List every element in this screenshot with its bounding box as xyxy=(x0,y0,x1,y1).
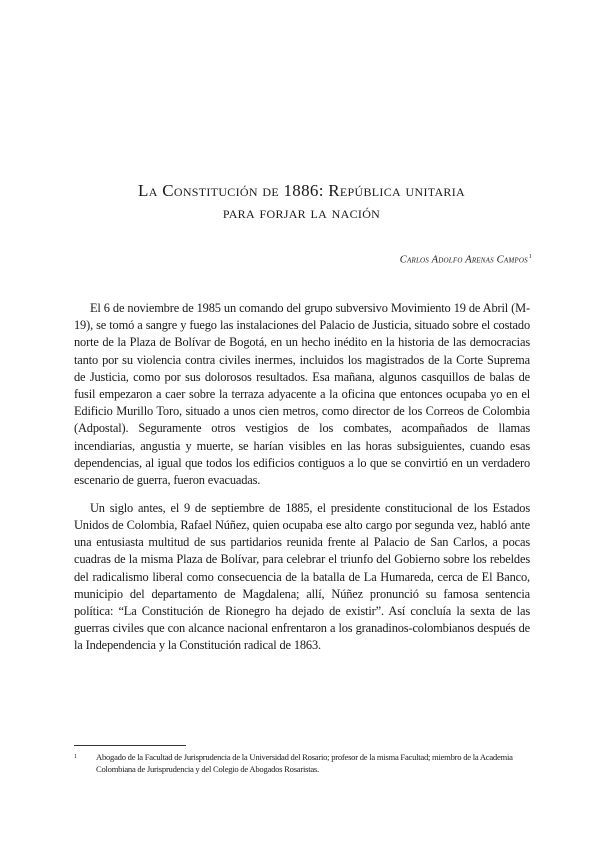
footnote-mark: 1 xyxy=(74,754,77,760)
author-byline xyxy=(400,254,532,266)
chapter-title-line-1: La Constitución de 1886: República unitaria xyxy=(138,181,465,200)
author-footnote-mark: 1 xyxy=(528,254,532,260)
chapter-title-line-2: para forjar la nación xyxy=(222,203,381,222)
footnote-text: Abogado de la Facultad de Jurisprudencia de la Universidad del Rosario; profesor de la misma Facultad; miembro de la Academia Colombiana de Jurisprudencia y del Colegio de Abogados Rosaristas. xyxy=(96,752,513,774)
footnote-divider xyxy=(74,745,186,746)
paragraph-1: El 6 de noviembre de 1985 un comando del grupo subversivo Movimiento 19 de Abril (M-19), se tomó a sangre y fuego las instalaciones del Palacio de Justicia, situado sobre el costado norte de la Plaza de Bolívar de Bogotá, en un hecho inédito en la historia de las democracias tanto por su violencia contra civiles inermes, incluidos los magistrados de la Corte Suprema de Justicia, como por sus dolorosos resultados. Esa mañana, algunos casquillos de balas de fusil empezaron a caer sobre la terraza adyacente a la oficina que entonces ocupaba yo en el Edificio Murillo Toro, situado a unos cien metros, como director de los Correos de Colombia (Adpostal). Seguramente otros vestigios de los combates, acompañados de llamas incendiarias, angustia y muerte, se harían visibles en las horas subsiguientes, cuando esas dependencias, al igual que todos los edificios contiguos a lo que se convirtió en un verdadero escenario de guerra, fueron evacuadas. xyxy=(74,301,530,488)
author-name: Carlos Adolfo Arenas Campos xyxy=(399,254,528,266)
chapter-title xyxy=(40,180,563,224)
footnote xyxy=(74,751,530,775)
paragraph-2: Un siglo antes, el 9 de septiembre de 1885, el presidente constitucional de los Estados Unidos de Colombia, Rafael Núñez, quien ocupaba ese alto cargo por segunda vez, habló ante una entusiasta multitud de sus partidarios reunida frente al Palacio de San Carlos, a pocas cuadras de la misma Plaza de Bolívar, para celebrar el triunfo del Gobierno sobre los rebeldes del radicalismo liberal como consecuencia de la batalla de La Humareda, cerca de El Banco, municipio del departamento de Magdalena; allí, Núñez pronunció su famosa sentencia política: “La Constitución de Rionegro ha dejado de existir”. Así concluía la sexta de las guerras civiles que con alcance nacional enfrentaron a los granadinos-colombianos después de la Independencia y la Constitución radical de 1863. xyxy=(74,500,530,653)
body-text xyxy=(74,300,530,665)
